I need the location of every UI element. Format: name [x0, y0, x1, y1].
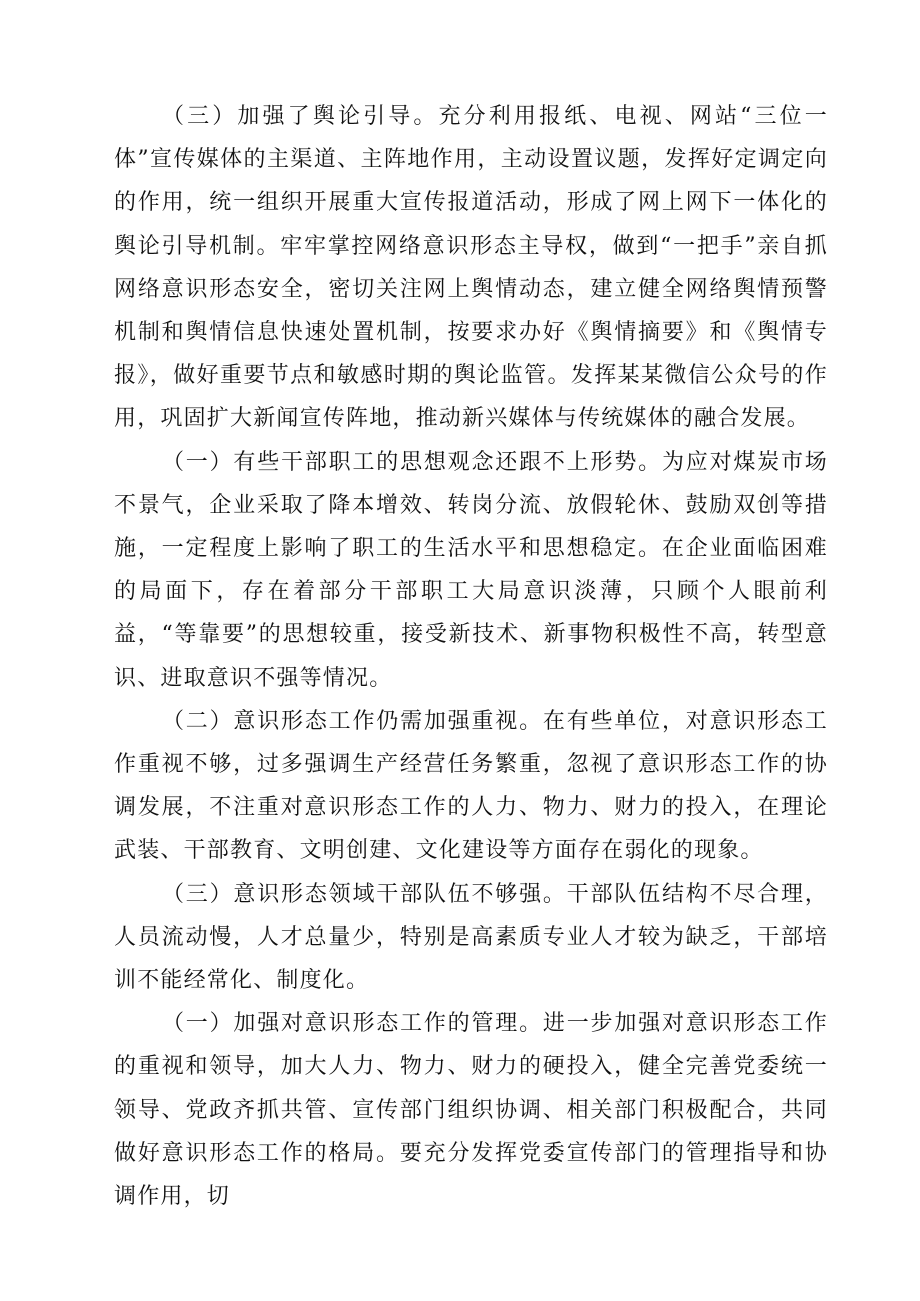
paragraph-public-opinion-guidance: （三）加强了舆论引导。充分利用报纸、电视、网站“三位一体”宣传媒体的主渠道、主阵地作用，主动设置议题，发挥好定调定向的作用，统一组织开展重大宣传报道活动，形成了网上网下一体化的舆论引导机制。牢牢掌控网络意识形态主导权，做到“一把手”亲自抓网络意识形态安全，密切关注网上舆情动态，建立健全网络舆情预警机制和舆情信息快速处置机制，按要求办好《舆情摘要》和《舆情专报》，做好重要节点和敏感时期的舆论监管。发挥某某微信公众号的作用，巩固扩大新闻宣传阵地，推动新兴媒体与传统媒体的融合发展。 — [114, 104, 828, 432]
paragraph-ideology-attention: （二）意识形态工作仍需加强重视。在有些单位，对意识形态工作重视不够，过多强调生产经营任务繁重，忽视了意识形态工作的协调发展，不注重对意识形态工作的人力、物力、财力的投入，在理论武装、干部教育、文明创建、文化建设等方面存在弱化的现象。 — [114, 708, 828, 864]
paragraph-cadre-team: （三）意识形态领域干部队伍不够强。干部队伍结构不尽合理，人员流动慢，人才总量少，特别是高素质专业人才较为缺乏，干部培训不能经常化、制度化。 — [114, 881, 828, 994]
paragraph-strengthen-management: （一）加强对意识形态工作的管理。进一步加强对意识形态工作的重视和领导，加大人力、物力、财力的硬投入，健全完善党委统一领导、党政齐抓共管、宣传部门组织协调、相关部门积极配合，共同做好意识形态工作的格局。要充分发挥党委宣传部门的管理指导和协调作用，切 — [114, 1011, 828, 1210]
paragraph-staff-thinking: （一）有些干部职工的思想观念还跟不上形势。为应对煤炭市场不景气，企业采取了降本增效、转岗分流、放假轮休、鼓励双创等措施，一定程度上影响了职工的生活水平和思想稳定。在企业面临困难的局面下，存在着部分干部职工大局意识淡薄，只顾个人眼前利益，“等靠要”的思想较重，接受新技术、新事物积极性不高，转型意识、进取意识不强等情况。 — [114, 449, 828, 691]
document-body — [114, 95, 828, 1218]
